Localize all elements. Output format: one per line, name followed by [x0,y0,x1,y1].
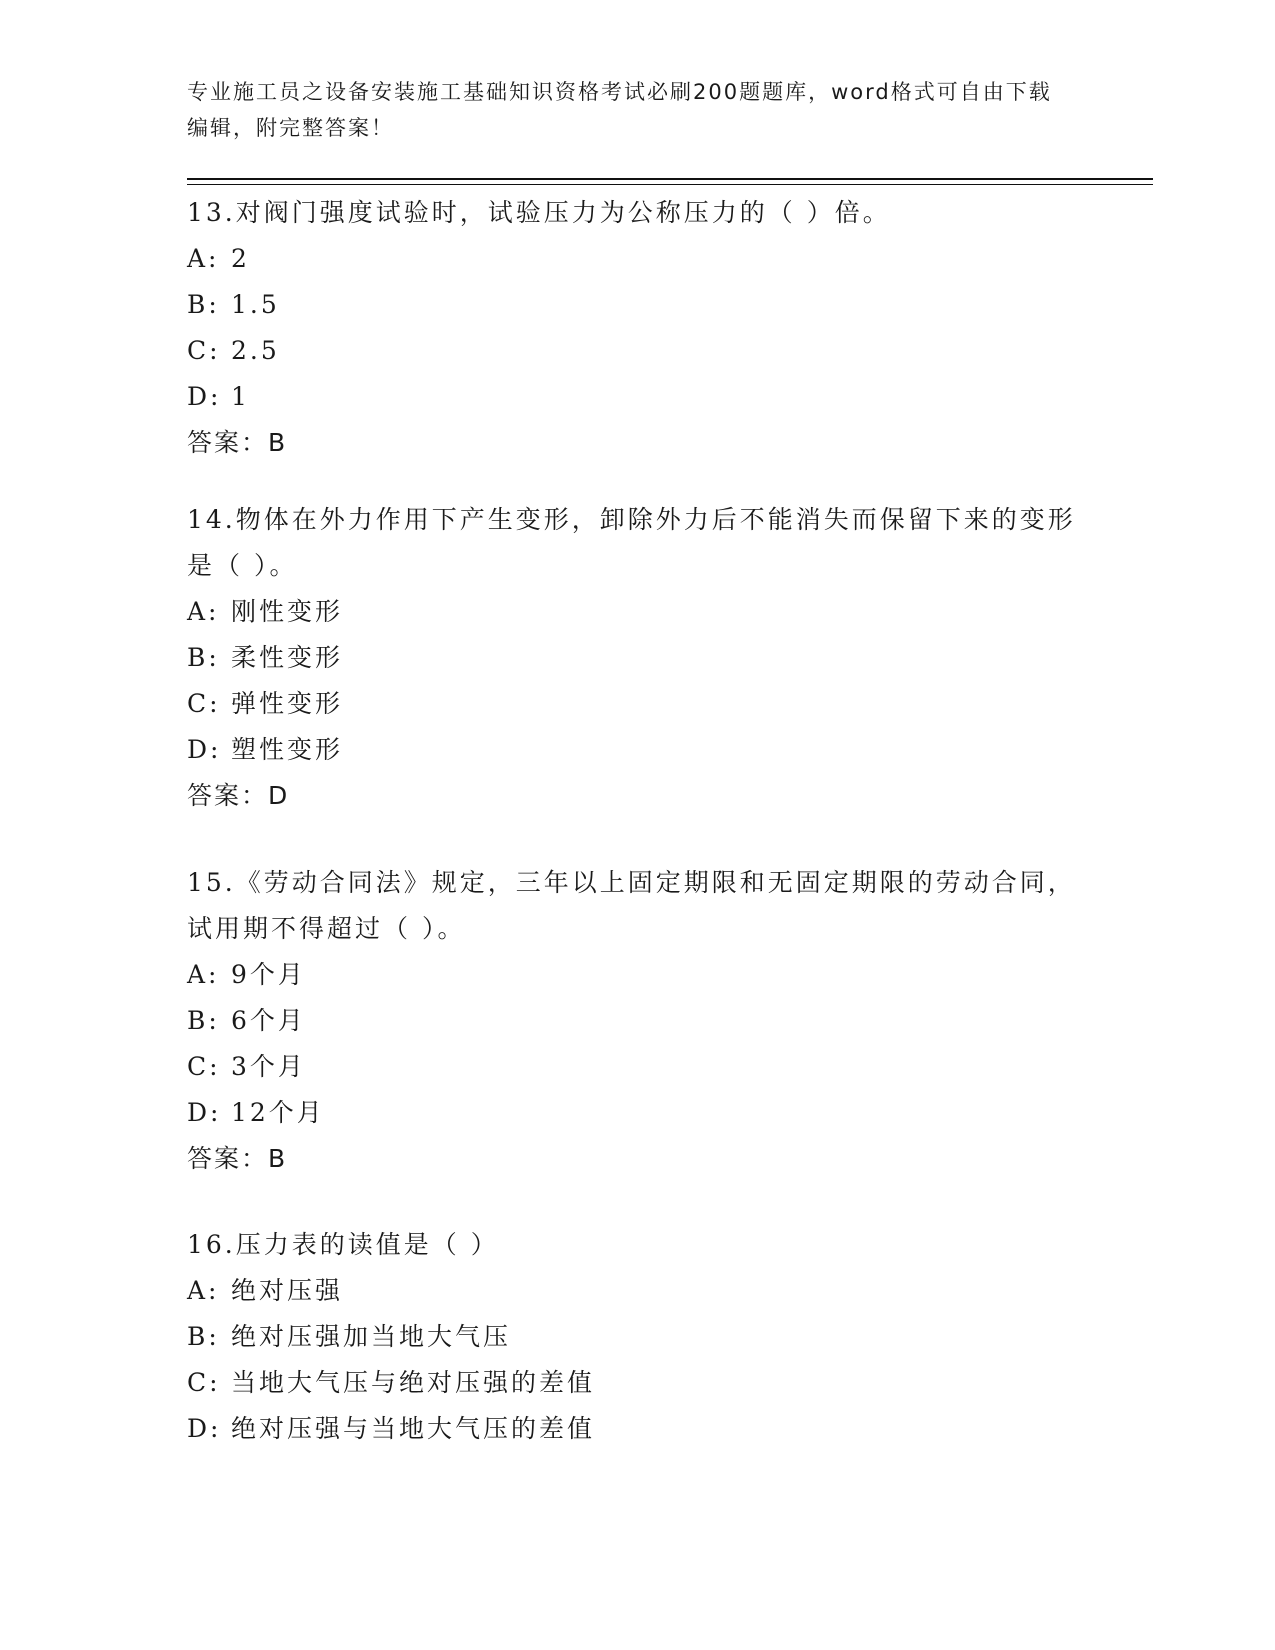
option-text: 12个月 [231,1098,325,1127]
option-letter: A: [187,1276,220,1305]
option-b [187,1314,1087,1360]
option-a [187,952,1087,998]
option-text: 9个月 [231,960,306,989]
option-letter: D: [187,1414,222,1443]
header-divider-thick [187,178,1153,180]
option-letter: B: [187,290,220,319]
option-b [187,635,1087,681]
option-letter: D: [187,382,222,411]
option-letter: B: [187,1006,220,1035]
option-letter: C: [187,689,221,718]
option-d [187,727,1087,773]
document-header: 专业施工员之设备安装施工基础知识资格考试必刷200题题库，word格式可自由下载编辑，附完整答案！ [187,80,1052,140]
option-text: 弹性变形 [231,689,344,718]
option-letter: A: [187,960,220,989]
option-text: 1.5 [231,290,280,319]
option-d [187,1406,1087,1452]
option-text: 3个月 [231,1052,306,1081]
option-c [187,328,1087,374]
option-b [187,998,1087,1044]
answer-line: 答案：D [187,781,290,810]
option-letter: C: [187,1052,221,1081]
question-14 [187,497,1087,819]
question-16 [187,1222,1087,1452]
option-d [187,1090,1087,1136]
option-letter: B: [187,1322,220,1351]
option-letter: D: [187,735,222,764]
option-letter: C: [187,336,221,365]
question-13 [187,190,1087,466]
question-stem: 16.压力表的读值是（ ） [187,1230,499,1259]
option-c [187,1044,1087,1090]
option-letter: A: [187,244,220,273]
option-text: 6个月 [231,1006,306,1035]
option-letter: C: [187,1368,221,1397]
option-text: 绝对压强与当地大气压的差值 [231,1414,596,1443]
header-divider-thin [187,184,1153,185]
question-stem: 13.对阀门强度试验时，试验压力为公称压力的（ ）倍。 [187,198,891,227]
option-text: 柔性变形 [231,643,344,672]
option-text: 绝对压强 [231,1276,344,1305]
option-letter: D: [187,1098,222,1127]
option-text: 绝对压强加当地大气压 [231,1322,512,1351]
option-text: 2 [231,244,250,273]
question-stem: 15.《劳动合同法》规定，三年以上固定期限和无固定期限的劳动合同，试用期不得超过（ ）。 [187,868,1076,943]
option-letter: A: [187,597,220,626]
option-c [187,681,1087,727]
option-a [187,1268,1087,1314]
option-b [187,282,1087,328]
option-text: 塑性变形 [231,735,344,764]
option-text: 刚性变形 [231,597,344,626]
question-stem: 14.物体在外力作用下产生变形，卸除外力后不能消失而保留下来的变形是（ ）。 [187,505,1076,580]
option-text: 1 [231,382,250,411]
option-d [187,374,1087,420]
answer-line: 答案：B [187,1144,288,1173]
option-a [187,236,1087,282]
answer-line: 答案：B [187,428,288,457]
question-15 [187,860,1087,1182]
option-c [187,1360,1087,1406]
option-letter: B: [187,643,220,672]
option-a [187,589,1087,635]
option-text: 2.5 [231,336,280,365]
option-text: 当地大气压与绝对压强的差值 [231,1368,596,1397]
